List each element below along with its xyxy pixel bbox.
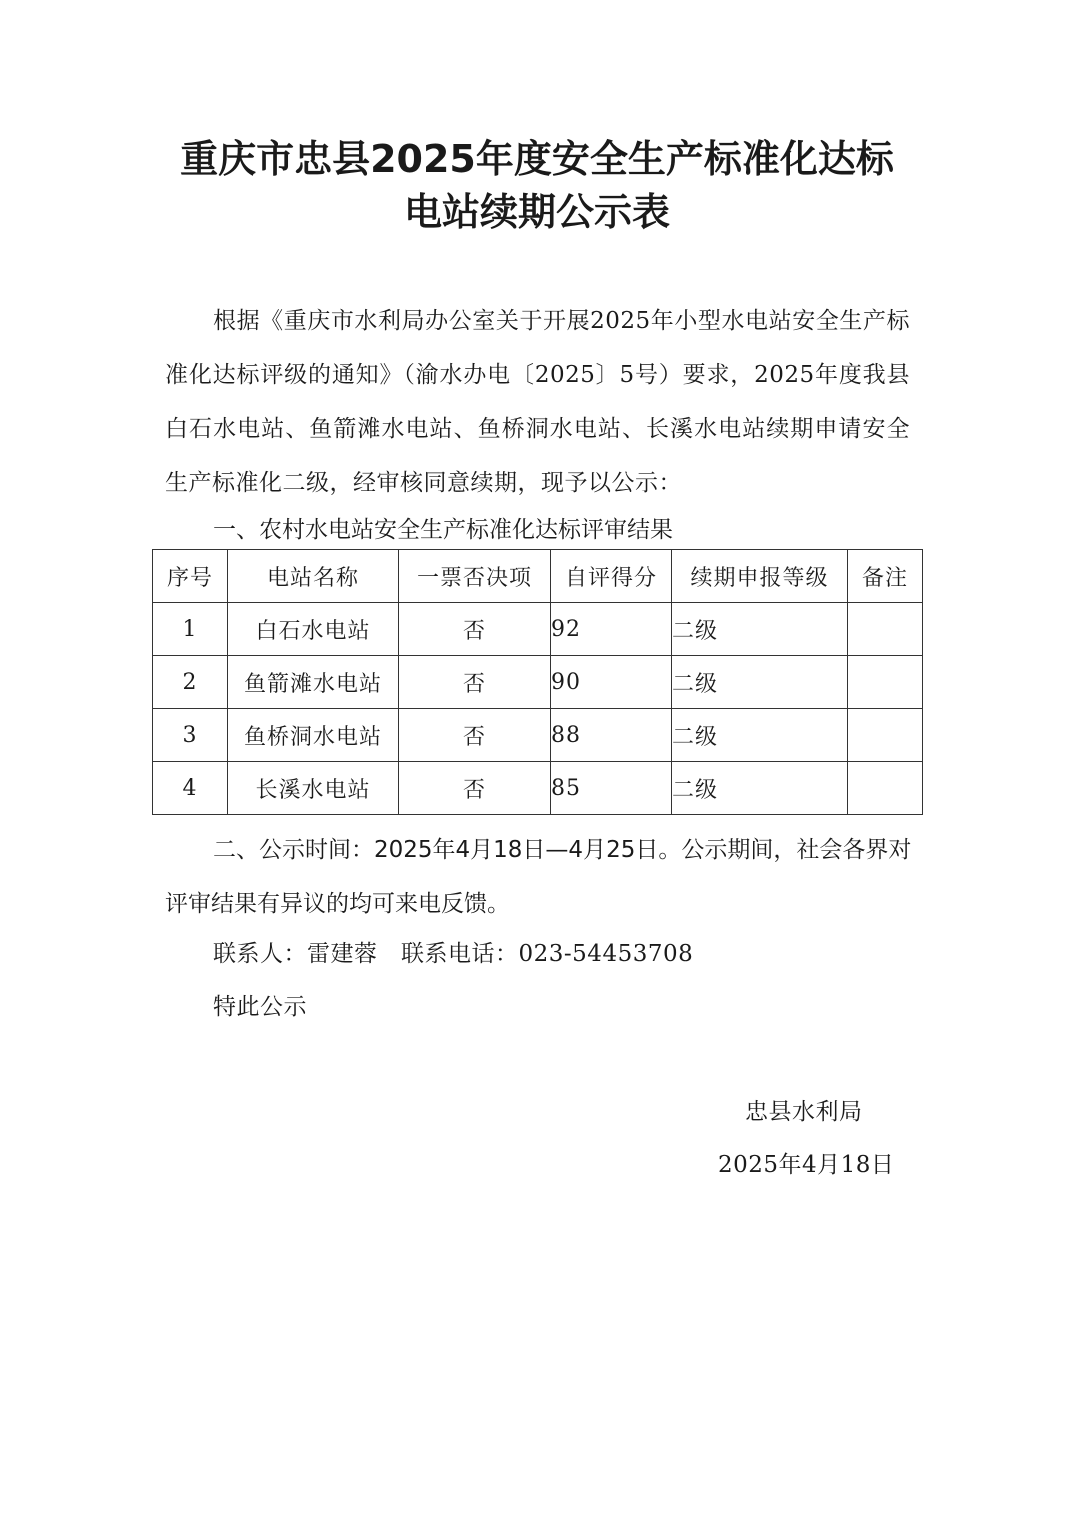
table-header-row — [153, 550, 923, 603]
cell-veto-item: 否 — [399, 762, 551, 815]
cell-veto-item: 否 — [399, 656, 551, 709]
cell-remarks — [848, 762, 923, 815]
cell-self-score: 85 — [551, 762, 672, 815]
cell-index: 3 — [153, 709, 228, 762]
cell-station-name: 鱼箭滩水电站 — [228, 656, 399, 709]
issuer-name: 忠县水利局 — [745, 1099, 863, 1125]
cell-renewal-level: 二级 — [672, 709, 848, 762]
cell-index: 1 — [153, 603, 228, 656]
section-2-publicity-period: 二、公示时间：2025年4月18日—4月25日。公示期间，社会各界对评审结果有异议的均可来电反馈。 — [165, 837, 912, 917]
cell-station-name: 白石水电站 — [228, 603, 399, 656]
table-row — [153, 656, 923, 709]
cell-remarks — [848, 709, 923, 762]
cell-station-name: 长溪水电站 — [228, 762, 399, 815]
cell-renewal-level: 二级 — [672, 603, 848, 656]
contact-line: 联系人：雷建蓉 联系电话：023-54453708 — [213, 941, 694, 967]
section-1-heading: 一、农村水电站安全生产标准化达标评审结果 — [213, 517, 673, 543]
results-table — [152, 549, 923, 815]
document-title-line-1: 重庆市忠县2025年度安全生产标准化达标 — [180, 137, 894, 181]
cell-veto-item: 否 — [399, 709, 551, 762]
cell-veto-item: 否 — [399, 603, 551, 656]
cell-self-score: 90 — [551, 656, 672, 709]
header-self-score: 自评得分 — [551, 550, 672, 603]
issue-date: 2025年4月18日 — [718, 1152, 895, 1178]
cell-station-name: 鱼桥洞水电站 — [228, 709, 399, 762]
header-veto-item: 一票否决项 — [399, 550, 551, 603]
cell-remarks — [848, 656, 923, 709]
cell-index: 2 — [153, 656, 228, 709]
header-index: 序号 — [153, 550, 228, 603]
table-row — [153, 762, 923, 815]
cell-remarks — [848, 603, 923, 656]
header-station-name: 电站名称 — [228, 550, 399, 603]
closing-line: 特此公示 — [213, 994, 307, 1020]
header-renewal-level: 续期申报等级 — [672, 550, 848, 603]
cell-index: 4 — [153, 762, 228, 815]
table-row — [153, 709, 923, 762]
cell-renewal-level: 二级 — [672, 762, 848, 815]
cell-self-score: 92 — [551, 603, 672, 656]
intro-paragraph: 根据《重庆市水利局办公室关于开展2025年小型水电站安全生产标准化达标评级的通知》（渝水办电〔2025〕5号）要求，2025年度我县白石水电站、鱼箭滩水电站、鱼桥洞水电站、长溪水电站续期申请安全生产标准化二级，经审核同意续期，现予以公示： — [165, 308, 910, 496]
document-title-line-2: 电站续期公示表 — [403, 190, 670, 234]
cell-self-score: 88 — [551, 709, 672, 762]
cell-renewal-level: 二级 — [672, 656, 848, 709]
header-remarks: 备注 — [848, 550, 923, 603]
table-row — [153, 603, 923, 656]
